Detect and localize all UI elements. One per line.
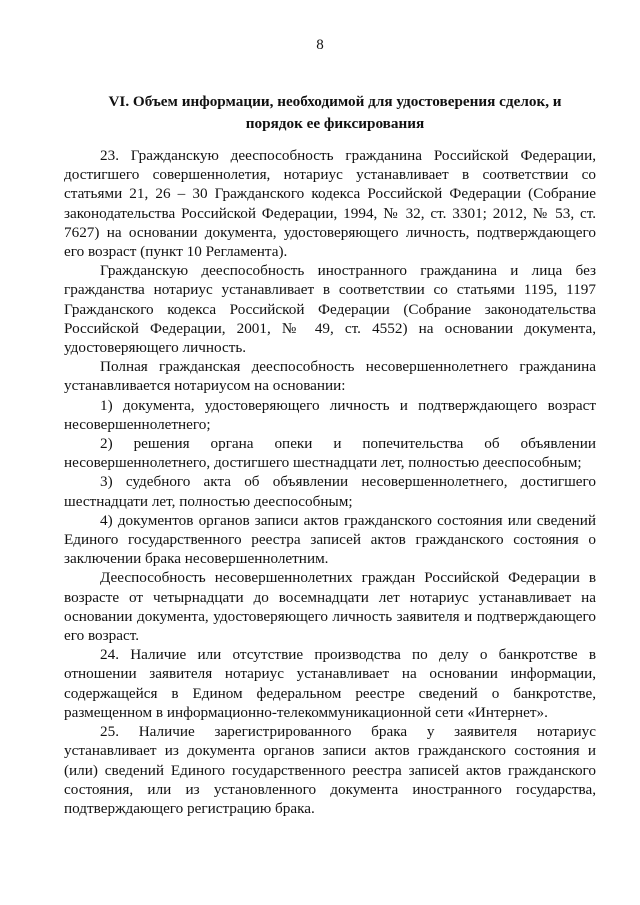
paragraph-minor-capacity-age: Дееспособность несовершеннолетних граждан Российской Федерации в возрасте от четырнадцати до восемнадцати лет нотариус устанавливает на основании документа, удостоверяющего личность заявителя и подтверждающего его возраст. [64, 569, 596, 645]
paragraph-minor-full-capacity: Полная гражданская дееспособность несовершеннолетнего гражданина устанавливается нотариусом на основании: [64, 358, 596, 395]
page-number: 8 [316, 37, 324, 53]
document-body [64, 146, 596, 818]
paragraph-foreign-capacity: Гражданскую дееспособность иностранного гражданина и лица без гражданства нотариус устанавливает в соответствии со статьями 1195, 1197 Гражданского кодекса Российской Федерации (Собрание законодательства Российской Федерации, 2001, № 49, ст. 4552) на основании документа, удостоверяющего личность. [64, 262, 596, 357]
section-title: VI. Объем информации, необходимой для удостоверения сделок, и порядок ее фиксирования [108, 93, 562, 132]
paragraph-24: 24. Наличие или отсутствие производства по делу о банкротстве в отношении заявителя нотариус устанавливает на основании информации, содержащейся в Едином федеральном реестре сведений о банкротстве, размещенном в информационно-телекоммуникационной сети «Интернет». [64, 646, 596, 721]
paragraph-23: 23. Гражданскую дееспособность гражданина Российской Федерации, достигшего совершеннолетия, нотариус устанавливает в соответствии со статьями 21, 26 – 30 Гражданского кодекса Российской Федерации (Собрание законодательства Российской Федерации, 1994, № 32, ст. 3301; 2012, № 53, ст. 7627) на основании документа, удостоверяющего личность, подтверждающего его возраст (пункт 10 Регламента). [64, 147, 596, 261]
paragraph-25: 25. Наличие зарегистрированного брака у заявителя нотариус устанавливает из документа органов записи актов гражданского состояния и (или) сведений Единого государственного реестра записей актов гражданского состояния, или из установленного документа иностранного государства, подтверждающего регистрацию брака. [64, 723, 596, 817]
list-item-3: 3) судебного акта об объявлении несовершеннолетнего, достигшего шестнадцати лет, полностью дееспособным; [64, 473, 596, 510]
list-item-2: 2) решения органа опеки и попечительства об объявлении несовершеннолетнего, достигшего шестнадцати лет, полностью дееспособным; [64, 435, 596, 472]
list-item-1: 1) документа, удостоверяющего личность и подтверждающего возраст несовершеннолетнего; [64, 396, 596, 433]
list-item-4: 4) документов органов записи актов гражданского состояния или сведений Единого государственного реестра записей актов гражданского состояния о заключении брака несовершеннолетним. [64, 511, 596, 568]
